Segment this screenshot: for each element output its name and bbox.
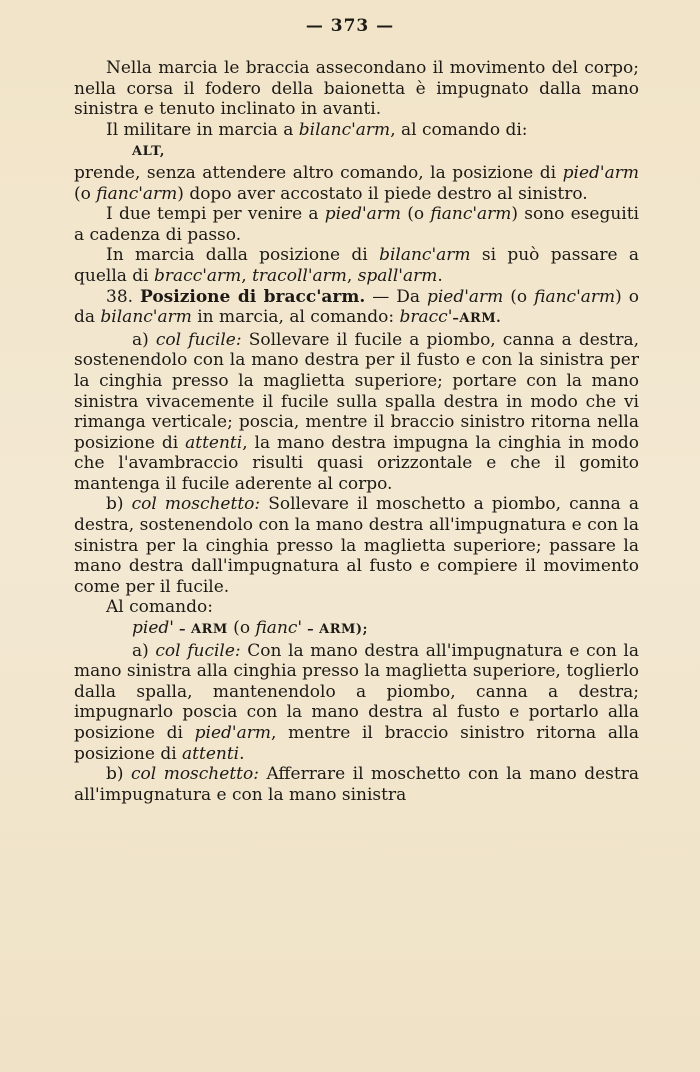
paragraph-al-comando: Al comando:	[106, 597, 213, 618]
paragraph-4: I due tempi per venire a pied'arm (o fianc'arm) sono eseguiti a cadenza di passo.	[74, 204, 639, 245]
paragraph-a-fucile-2: a) col fucile: Con la mano destra all'impugnatura e con la mano sinistra alla cinghia presso la maglietta superiore, toglierlo dalla spalla, mantenendolo a piombo, canna a destra; impugnarlo poscia con la mano destra al fusto e portarlo alla posizione di pied'arm, mentre il braccio sinistro ritorna alla posizione di attenti.	[74, 640, 640, 764]
paragraph-b-moschetto-2: b) col moschetto: Afferrare il moschetto con la mano destra all'impugnatura e con la mano sinistra	[74, 764, 639, 805]
paragraph-b-moschetto: b) col moschetto: Sollevare il moschetto a piombo, canna a destra, sostenendolo con la mano destra all'impugnatura e con la sinistra per la cinghia presso la maglietta superiore; passare la mano destra dall'impugnatura al fusto e compiere il movimento come per il fucile.	[74, 494, 639, 597]
page-number: — 373 —	[305, 16, 395, 36]
body-text	[74, 58, 639, 805]
command-alt: ALT,	[132, 144, 165, 160]
section-title: Posizione di bracc'arm.	[140, 286, 366, 307]
paragraph-1: Nella marcia le braccia assecondano il movimento del corpo; nella corsa il fodero della baionetta è impugnato dalla mano sinistra e tenuto inclinato in avanti.	[74, 58, 639, 120]
section-38-heading: 38. Posizione di bracc'arm. — Da pied'arm (o fianc'arm) o da bilanc'arm in marcia, al comando: bracc'–ARM.	[74, 286, 639, 328]
paragraph-3: prende, senza attendere altro comando, la posizione di pied'arm (o fianc'arm) dopo aver accostato il piede destro al sinistro.	[74, 162, 639, 204]
paragraph-5: In marcia dalla posizione di bilanc'arm si può passare a quella di bracc'arm, tracoll'arm, spall'arm.	[74, 245, 640, 286]
command-pied-arm: pied' – ARM (o fianc' – ARM);	[132, 618, 368, 639]
paragraph-a-fucile: a) col fucile: Sollevare il fucile a piombo, canna a destra, sostenendolo con la mano destra per il fusto e con la sinistra per la cinghia presso la maglietta superiore; portare con la mano sinistra vivacemente il fucile sulla spalla destra in modo che vi rimanga verticale; poscia, mentre il braccio sinistro ritorna nella posizione di attenti, la mano destra impugna la cinghia in modo che l'avambraccio risulti quasi orizzontale e che il gomito mantenga il fucile aderente al corpo.	[74, 329, 639, 494]
paragraph-2: Il militare in marcia a bilanc'arm, al comando di:	[106, 119, 528, 140]
